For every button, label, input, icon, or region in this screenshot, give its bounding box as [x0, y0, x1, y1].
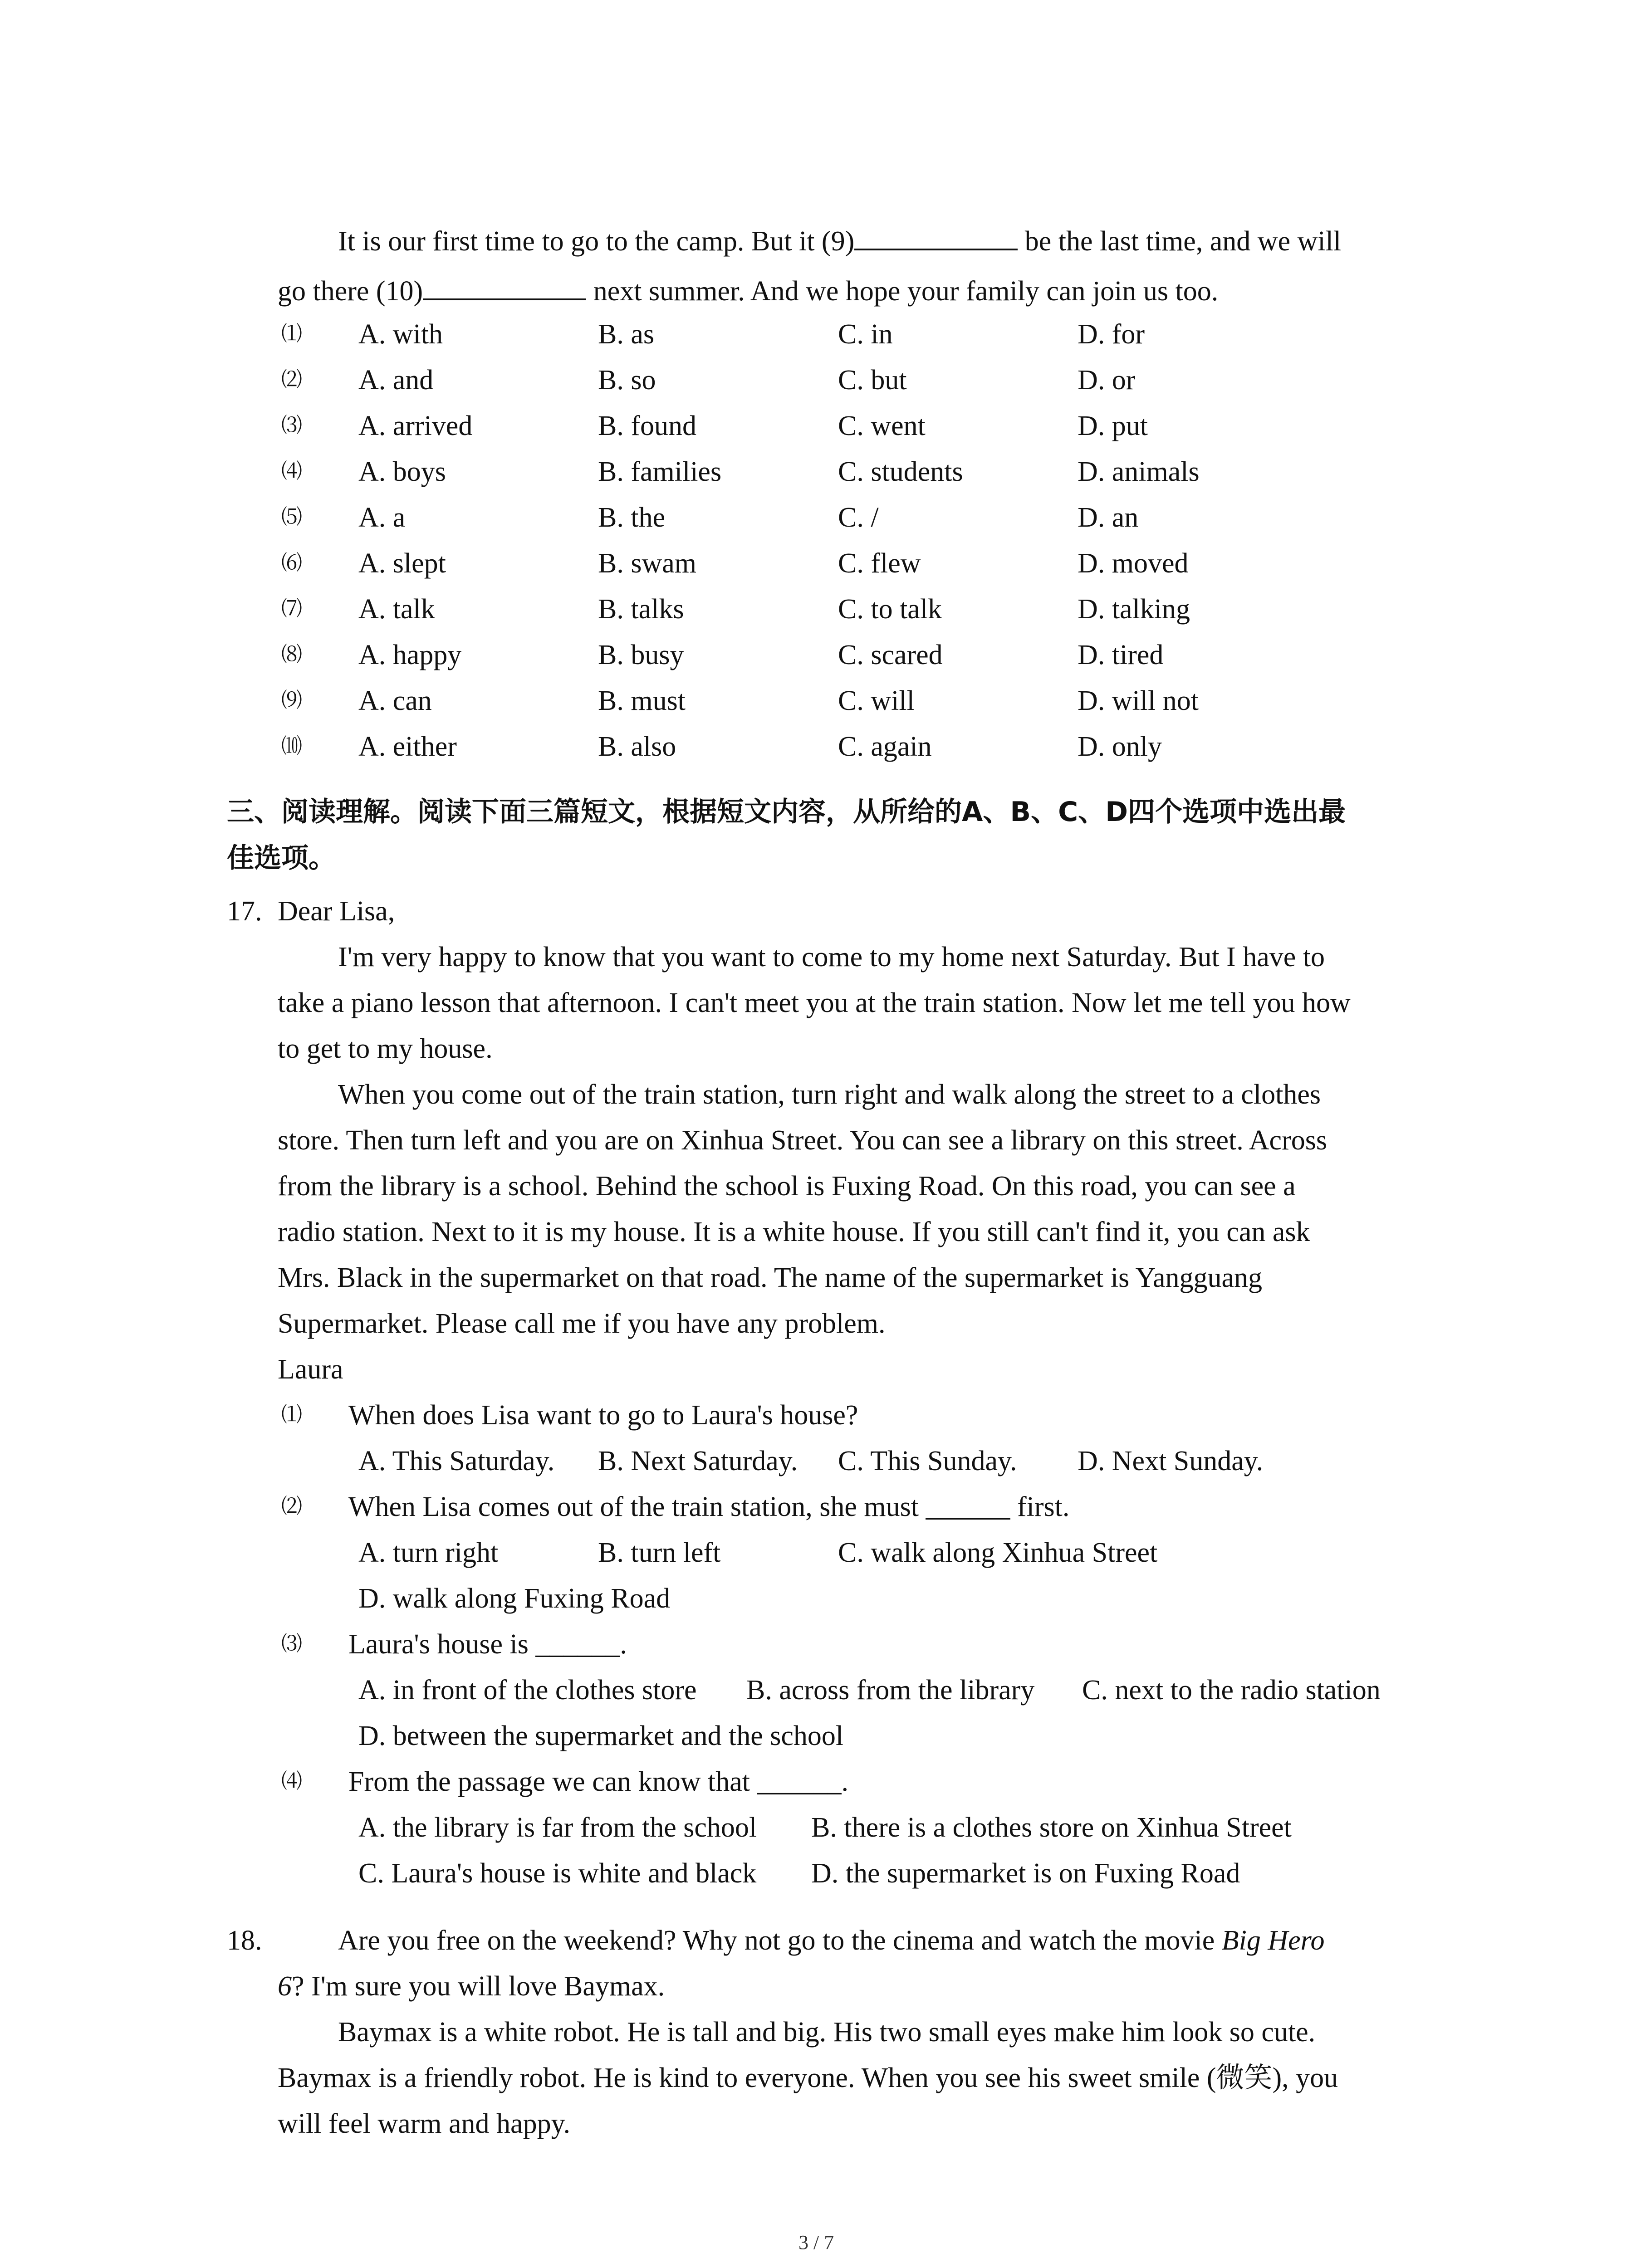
option-a: A. either — [358, 731, 457, 762]
sub-question-number: ⑵ — [281, 1494, 302, 1518]
option-c: C. Laura's house is white and black — [358, 1858, 757, 1889]
option-d: D. or — [1078, 365, 1136, 396]
sub-question-number: ⑷ — [281, 1769, 302, 1793]
section-heading-line-2: 佳选项。 — [227, 842, 336, 874]
cloze-line-1-post: be the last time, and we will — [1018, 226, 1342, 257]
blank-10 — [423, 273, 586, 300]
option-a: A. and — [358, 365, 434, 396]
passage-line: from the library is a school. Behind the school is Fuxing Road. On this road, you can see a — [278, 1171, 1296, 1202]
option-c: C. This Sunday. — [838, 1446, 1017, 1476]
page-number: 3 / 7 — [798, 2231, 834, 2253]
passage-line: take a piano lesson that afternoon. I can't meet you at the train station. Now let me tell you how — [278, 987, 1351, 1018]
question-number: ⑽ — [281, 733, 302, 758]
question-number: ⑶ — [281, 413, 302, 437]
option-d: D. talking — [1078, 594, 1190, 625]
question-number: ⑹ — [281, 550, 302, 575]
option-d: D. animals — [1078, 456, 1200, 487]
option-d: D. between the supermarket and the school — [358, 1721, 844, 1751]
cloze-line-1-pre: It is our first time to go to the camp. But it (9) — [338, 226, 855, 257]
passage-text: ? I'm sure you will love Baymax. — [292, 1971, 665, 2002]
question-number: ⑴ — [281, 321, 302, 346]
option-a: A. arrived — [358, 411, 473, 441]
sub-question-number: ⑴ — [281, 1402, 302, 1427]
cloze-line-2 — [278, 273, 1218, 305]
option-d: D. walk along Fuxing Road — [358, 1583, 671, 1614]
passage-line: radio station. Next to it is my house. It is a white house. If you still can't find it, you can ask — [278, 1217, 1310, 1247]
option-b: B. Next Saturday. — [598, 1446, 798, 1476]
passage-line — [338, 1926, 1324, 1955]
option-b: B. also — [598, 731, 676, 762]
passage-line: Mrs. Black in the supermarket on that road. The name of the supermarket is Yangguang — [278, 1262, 1263, 1293]
option-a: A. turn right — [358, 1537, 499, 1568]
passage-line — [278, 1972, 665, 2000]
option-b: B. across from the library — [746, 1675, 1035, 1706]
option-b: B. found — [598, 411, 696, 441]
option-d: D. only — [1078, 731, 1162, 762]
sub-question-stem: When Lisa comes out of the train station, she must ______ first. — [348, 1491, 1070, 1522]
question-number: ⑵ — [281, 367, 302, 391]
passage-line: store. Then turn left and you are on Xinhua Street. You can see a library on this street. Across — [278, 1125, 1327, 1156]
option-c: C. in — [838, 319, 893, 350]
option-a: A. talk — [358, 594, 435, 625]
option-a: A. can — [358, 685, 432, 716]
option-c: C. scared — [838, 640, 943, 670]
passage-line: Baymax is a friendly robot. He is kind to everyone. When you see his sweet smile (微笑), you — [278, 2063, 1338, 2093]
sub-question-stem: When does Lisa want to go to Laura's house? — [348, 1400, 858, 1431]
option-d: D. Next Sunday. — [1078, 1446, 1264, 1476]
option-c: C. but — [838, 365, 907, 396]
passage-line: Baymax is a white robot. He is tall and big. His two small eyes make him look so cute. — [338, 2017, 1316, 2048]
blank-9 — [854, 223, 1018, 250]
option-a: A. This Saturday. — [358, 1446, 555, 1476]
passage-line: Supermarket. Please call me if you have any problem. — [278, 1308, 886, 1339]
option-c: C. / — [838, 502, 879, 533]
option-c: C. to talk — [838, 594, 942, 625]
option-b: B. as — [598, 319, 654, 350]
sub-question-stem: Laura's house is ______. — [348, 1629, 627, 1660]
option-b: B. must — [598, 685, 686, 716]
option-b: B. the — [598, 502, 666, 533]
sub-question-stem: From the passage we can know that ______. — [348, 1766, 848, 1797]
option-a: A. slept — [358, 548, 446, 579]
cloze-line-2-post: next summer. And we hope your family can join us too. — [586, 276, 1219, 307]
option-c: C. went — [838, 411, 926, 441]
option-b: B. families — [598, 456, 722, 487]
option-a: A. a — [358, 502, 406, 533]
cloze-line-1 — [338, 223, 1341, 255]
question-number: ⑸ — [281, 504, 302, 529]
option-c: C. will — [838, 685, 915, 716]
option-d: D. the supermarket is on Fuxing Road — [811, 1858, 1240, 1889]
question-number: ⑼ — [281, 688, 302, 712]
question-number: ⑺ — [281, 596, 302, 621]
letter-salutation: Dear Lisa, — [278, 896, 395, 927]
passage-text: Are you free on the weekend? Why not go to the cinema and watch the movie — [338, 1925, 1222, 1956]
option-d: D. will not — [1078, 685, 1199, 716]
option-a: A. in front of the clothes store — [358, 1675, 697, 1706]
cloze-line-2-pre: go there (10) — [278, 276, 423, 307]
option-b: B. so — [598, 365, 656, 396]
option-b: B. talks — [598, 594, 684, 625]
option-c: C. students — [838, 456, 963, 487]
section-heading-line-1: 三、阅读理解。阅读下面三篇短文，根据短文内容，从所给的A、B、C、D四个选项中选出最 — [227, 796, 1346, 828]
option-c: C. flew — [838, 548, 921, 579]
passage-line: When you come out of the train station, turn right and walk along the street to a clothes — [338, 1079, 1321, 1110]
passage-line: I'm very happy to know that you want to come to my home next Saturday. But I have to — [338, 942, 1325, 973]
option-a: A. happy — [358, 640, 462, 670]
option-d: D. tired — [1078, 640, 1164, 670]
letter-signature: Laura — [278, 1354, 343, 1385]
option-a: A. boys — [358, 456, 446, 487]
option-c: C. next to the radio station — [1082, 1675, 1381, 1706]
question-number: ⑷ — [281, 459, 302, 483]
option-b: B. there is a clothes store on Xinhua Street — [811, 1812, 1292, 1843]
option-c: C. walk along Xinhua Street — [838, 1537, 1158, 1568]
question-number: 18. — [227, 1925, 262, 1956]
option-b: B. turn left — [598, 1537, 721, 1568]
question-number: 17. — [227, 896, 262, 927]
option-b: B. busy — [598, 640, 684, 670]
movie-title: Big Hero — [1221, 1925, 1325, 1956]
option-a: A. with — [358, 319, 443, 350]
passage-line: will feel warm and happy. — [278, 2108, 571, 2139]
movie-title-cont: 6 — [278, 1971, 292, 2002]
question-number: ⑻ — [281, 642, 302, 666]
option-d: D. for — [1078, 319, 1145, 350]
option-a: A. the library is far from the school — [358, 1812, 757, 1843]
option-b: B. swam — [598, 548, 696, 579]
passage-line: to get to my house. — [278, 1033, 493, 1064]
sub-question-number: ⑶ — [281, 1631, 302, 1656]
option-d: D. put — [1078, 411, 1148, 441]
option-c: C. again — [838, 731, 932, 762]
option-d: D. an — [1078, 502, 1139, 533]
option-d: D. moved — [1078, 548, 1189, 579]
